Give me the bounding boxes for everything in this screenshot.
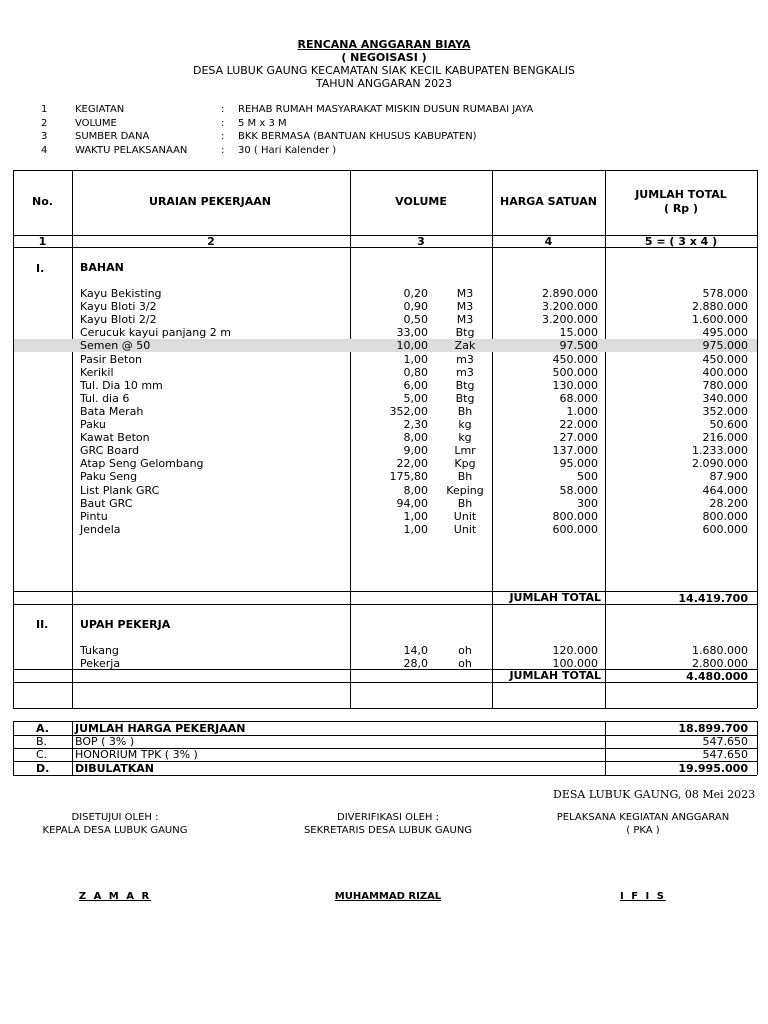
item-price: 1.000 xyxy=(566,404,598,418)
item-unit: Btg xyxy=(455,378,475,392)
item-name: Pasir Beton xyxy=(80,352,143,366)
item-price: 22.000 xyxy=(559,418,598,431)
item-price: 137.000 xyxy=(552,444,598,458)
sign1-role: KEPALA DESA LUBUK GAUNG xyxy=(42,825,188,836)
item-qty: 33,00 xyxy=(396,326,428,340)
table-rule xyxy=(13,170,757,171)
item-price: 68.000 xyxy=(559,391,598,405)
item-total: 340.000 xyxy=(702,391,748,405)
info-value: 5 M x 3 M xyxy=(238,117,287,129)
item-price: 97.500 xyxy=(559,339,598,353)
colnum-5: 5 = ( 3 x 4 ) xyxy=(644,235,718,248)
item-qty: 9,00 xyxy=(403,444,428,458)
item-unit: Bh xyxy=(457,470,473,484)
item-total: 600.000 xyxy=(702,522,748,536)
item-unit: M3 xyxy=(456,287,474,300)
summary-label: DIBULATKAN xyxy=(75,762,154,775)
item-price: 95.000 xyxy=(559,457,598,471)
section1-no: I. xyxy=(36,262,45,275)
info-no: 1 xyxy=(41,104,48,115)
sign3-name: I F I S xyxy=(620,891,666,902)
summary-value: 18.899.700 xyxy=(678,722,748,735)
item-name: Jendela xyxy=(80,522,121,536)
table-column-rule xyxy=(757,170,758,708)
item-qty: 14,0 xyxy=(403,644,428,657)
item-unit: oh xyxy=(458,656,472,670)
item-total: 400.000 xyxy=(702,365,748,379)
section1-total-value: 14.419.700 xyxy=(678,592,748,605)
info-label: VOLUME xyxy=(75,117,117,129)
item-qty: 6,00 xyxy=(403,378,428,392)
header-uraian: URAIAN PEKERJAAN xyxy=(149,195,271,208)
item-price: 58.000 xyxy=(559,483,598,497)
item-qty: 175,80 xyxy=(389,470,428,484)
info-value: BKK BERMASA (BANTUAN KHUSUS KABUPATEN) xyxy=(238,131,477,142)
info-label: SUMBER DANA xyxy=(75,131,150,142)
item-total: 1.233.000 xyxy=(692,444,748,458)
doc-title: RENCANA ANGGARAN BIAYA xyxy=(297,38,471,51)
table-column-rule xyxy=(605,170,606,708)
item-total: 495.000 xyxy=(702,326,748,340)
item-qty: 10,00 xyxy=(396,339,428,353)
item-unit: Bh xyxy=(457,404,473,418)
item-qty: 0,90 xyxy=(403,300,428,314)
info-sep: : xyxy=(221,104,225,115)
item-unit: Unit xyxy=(453,509,477,523)
summary-label: HONORIUM TPK ( 3% ) xyxy=(75,748,198,761)
item-unit: Lmr xyxy=(454,444,476,458)
item-total: 1.600.000 xyxy=(692,313,748,327)
item-price: 15.000 xyxy=(559,326,598,340)
item-name: Cerucuk kayui panjang 2 m xyxy=(80,326,231,340)
table-column-rule xyxy=(13,170,14,708)
item-total: 2.800.000 xyxy=(692,656,748,670)
item-unit: Unit xyxy=(453,522,477,536)
item-name: Kayu Bloti 3/2 xyxy=(80,300,157,314)
item-qty: 1,00 xyxy=(403,352,428,366)
doc-year: TAHUN ANGGARAN 2023 xyxy=(315,77,453,90)
item-unit: Zak xyxy=(454,339,476,353)
item-total: 780.000 xyxy=(702,378,748,392)
item-unit: m3 xyxy=(456,365,474,379)
item-total: 578.000 xyxy=(702,287,748,300)
item-unit: Kpg xyxy=(454,457,476,471)
colnum-4: 4 xyxy=(544,235,553,248)
info-no: 3 xyxy=(41,131,48,142)
item-total: 975.000 xyxy=(702,339,748,353)
item-price: 600.000 xyxy=(552,522,598,536)
item-price: 130.000 xyxy=(552,378,598,392)
table-column-rule xyxy=(72,170,73,708)
item-name: Pekerja xyxy=(80,656,121,670)
info-sep: : xyxy=(221,131,225,142)
item-qty: 94,00 xyxy=(396,496,428,510)
item-total: 216.000 xyxy=(702,431,748,445)
item-unit: kg xyxy=(458,431,472,445)
item-name: Atap Seng Gelombang xyxy=(80,457,204,471)
item-total: 2.880.000 xyxy=(692,300,748,314)
sign2-role: SEKRETARIS DESA LUBUK GAUNG xyxy=(303,825,473,836)
sign3-title: PELAKSANA KEGIATAN ANGGARAN xyxy=(556,812,730,823)
item-name: GRC Board xyxy=(80,444,140,458)
item-price: 300 xyxy=(577,496,598,510)
item-price: 800.000 xyxy=(552,509,598,523)
item-qty: 2,30 xyxy=(403,418,428,431)
header-rp: ( Rp ) xyxy=(663,202,699,215)
summary-value: 547.650 xyxy=(702,748,748,761)
item-name: Paku xyxy=(80,418,106,431)
item-name: Tul. dia 6 xyxy=(80,391,130,405)
item-qty: 1,00 xyxy=(403,522,428,536)
info-label: WAKTU PELAKSANAAN xyxy=(75,144,188,156)
item-qty: 8,00 xyxy=(403,431,428,445)
info-no: 2 xyxy=(41,117,48,129)
summary-code: C. xyxy=(36,748,48,761)
info-label: KEGIATAN xyxy=(75,104,125,115)
item-price: 100.000 xyxy=(552,656,598,670)
item-unit: m3 xyxy=(456,352,474,366)
item-name: Kayu Bekisting xyxy=(80,287,162,300)
item-price: 3.200.000 xyxy=(542,313,598,327)
table-column-rule xyxy=(757,721,758,775)
table-column-rule xyxy=(72,721,73,775)
item-name: Pintu xyxy=(80,509,108,523)
header-volume: VOLUME xyxy=(395,195,447,208)
item-unit: Bh xyxy=(457,496,473,510)
item-total: 352.000 xyxy=(702,404,748,418)
item-name: Paku Seng xyxy=(80,470,138,484)
item-unit: M3 xyxy=(456,313,474,327)
header-harga: HARGA SATUAN xyxy=(500,195,597,208)
summary-value: 19.995.000 xyxy=(678,762,748,775)
item-name: Kayu Bloti 2/2 xyxy=(80,313,157,327)
header-no: No. xyxy=(32,195,53,208)
item-unit: Btg xyxy=(455,391,475,405)
item-qty: 0,50 xyxy=(403,313,428,327)
colnum-3: 3 xyxy=(417,235,425,248)
item-name: List Plank GRC xyxy=(80,483,160,497)
summary-value: 547.650 xyxy=(702,735,748,748)
item-price: 450.000 xyxy=(552,352,598,366)
item-unit: Btg xyxy=(455,326,475,340)
item-total: 2.090.000 xyxy=(692,457,748,471)
item-name: Bata Merah xyxy=(80,404,144,418)
section1-total-label: JUMLAH TOTAL xyxy=(509,591,601,604)
info-value: REHAB RUMAH MASYARAKAT MISKIN DUSUN RUMABAI JAYA xyxy=(238,104,534,115)
item-qty: 28,0 xyxy=(403,656,428,670)
summary-code: D. xyxy=(36,762,50,775)
header-jumlah: JUMLAH TOTAL xyxy=(635,188,727,201)
item-total: 28.200 xyxy=(709,496,748,510)
item-name: Kerikil xyxy=(80,365,114,379)
item-qty: 5,00 xyxy=(403,391,428,405)
item-qty: 8,00 xyxy=(403,483,428,497)
colnum-2: 2 xyxy=(207,235,215,248)
item-name: Kawat Beton xyxy=(80,431,150,445)
sign1-title: DISETUJUI OLEH : xyxy=(71,812,159,823)
summary-label: BOP ( 3% ) xyxy=(75,735,135,748)
section1-title: BAHAN xyxy=(80,261,124,274)
doc-location: DESA LUBUK GAUNG KECAMATAN SIAK KECIL KABUPATEN BENGKALIS xyxy=(192,64,576,77)
item-total: 50.600 xyxy=(709,418,748,431)
table-column-rule xyxy=(350,170,351,708)
item-name: Semen @ 50 xyxy=(80,339,151,353)
info-no: 4 xyxy=(41,144,48,156)
summary-code: B. xyxy=(36,735,48,748)
item-price: 500.000 xyxy=(552,365,598,379)
item-qty: 22,00 xyxy=(396,457,428,471)
item-price: 3.200.000 xyxy=(542,300,598,314)
sign2-name: MUHAMMAD RIZAL xyxy=(334,891,442,902)
item-name: Baut GRC xyxy=(80,496,133,510)
info-sep: : xyxy=(221,144,225,156)
doc-subtitle: ( NEGOISASI ) xyxy=(341,51,427,64)
table-rule xyxy=(13,708,757,709)
item-unit: oh xyxy=(458,644,472,657)
item-price: 27.000 xyxy=(559,431,598,445)
item-unit: M3 xyxy=(456,300,474,314)
section2-title: UPAH PEKERJA xyxy=(80,618,171,631)
table-rule xyxy=(13,775,757,776)
item-total: 87.900 xyxy=(709,470,748,484)
section2-total-value: 4.480.000 xyxy=(686,670,748,683)
summary-code: A. xyxy=(36,722,49,735)
item-price: 120.000 xyxy=(552,644,598,657)
section2-total-label: JUMLAH TOTAL xyxy=(509,669,601,682)
info-sep: : xyxy=(221,117,225,129)
item-name: Tukang xyxy=(80,644,119,657)
item-name: Tul. Dia 10 mm xyxy=(80,378,163,392)
item-total: 450.000 xyxy=(702,352,748,366)
item-qty: 1,00 xyxy=(403,509,428,523)
item-total: 464.000 xyxy=(702,483,748,497)
summary-label: JUMLAH HARGA PEKERJAAN xyxy=(75,722,246,735)
item-price: 500 xyxy=(577,470,598,484)
place-date: DESA LUBUK GAUNG, 08 Mei 2023 xyxy=(553,788,756,801)
sign3-role: ( PKA ) xyxy=(626,825,660,836)
item-total: 800.000 xyxy=(702,509,748,523)
colnum-1: 1 xyxy=(38,235,47,248)
table-column-rule xyxy=(13,721,14,775)
item-qty: 0,80 xyxy=(403,365,428,379)
table-column-rule xyxy=(492,170,493,708)
sign2-title: DIVERIFIKASI OLEH : xyxy=(337,812,439,823)
item-qty: 352,00 xyxy=(389,404,428,418)
item-price: 2.890.000 xyxy=(542,287,598,300)
item-unit: Keping xyxy=(446,483,484,497)
sign1-name: Z A M A R xyxy=(78,891,152,902)
section2-no: II. xyxy=(36,618,49,631)
info-value: 30 ( Hari Kalender ) xyxy=(238,144,337,156)
item-total: 1.680.000 xyxy=(692,644,748,657)
item-unit: kg xyxy=(458,418,472,431)
item-qty: 0,20 xyxy=(403,287,428,300)
